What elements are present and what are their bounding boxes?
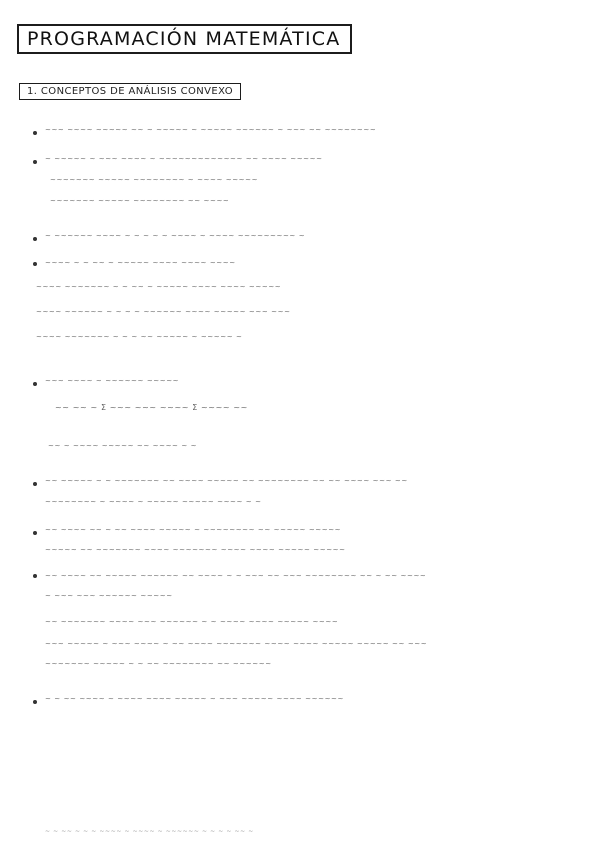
handwritten-line: ~~ ~~~~~ ~ ~ ~~~~~~~ ~~ ~~~~ ~~~~~ ~~ ~~~~~~~~ ~~ ~~ ~~~~ ~~~ ~~ (45, 477, 408, 485)
handwritten-line: ~~~~~ ~~ ~~~~~~~ ~~~~ ~~~~~~~ ~~~~ ~~~~ ~~~~~ ~~~~~ (45, 546, 346, 554)
handwritten-line: ~~~~~~~ ~~~~~ ~ ~ ~~ ~~~~~~~~ ~~ ~~~~~~ (45, 660, 272, 668)
section-heading: 1. CONCEPTOS DE ANÁLISIS CONVEXO (19, 83, 241, 100)
handwritten-line: ~~~ ~~~~~ ~ ~~~ ~~~~ ~ ~~ ~~~~ ~~~~~~~ ~~~~ ~~~~ ~~~~~ ~~~~~ ~~ ~~~ (45, 640, 428, 648)
bullet-point (33, 482, 37, 486)
bullet-point (33, 237, 37, 241)
handwritten-line: ~~~ ~~~~ ~ ~~~~~~ ~~~~~ (45, 377, 180, 385)
bullet-point (33, 700, 37, 704)
faint-footer-line: ~ ~ ~~ ~ ~ ~ ~~~~ ~ ~~~~ ~ ~~~~~~ ~ ~ ~ ~ ~~ ~ (45, 828, 254, 835)
handwritten-line: ~~~ ~~~~ ~~~~~ ~~ ~ ~~~~~ ~ ~~~~~ ~~~~~~ ~ ~~~ ~~ ~~~~~~~~ (45, 126, 377, 134)
handwritten-formula: ~~ ~~ ~ Σ ~~~ ~~~ ~~~~ Σ ~~~~ ~~ (55, 403, 248, 412)
bullet-point (33, 574, 37, 578)
handwritten-line: ~~ ~~~~ ~~ ~~~~~ ~~~~~~ ~~ ~~~~ ~ ~ ~~~ ~~ ~~~ ~~~~~~~~ ~~ ~ ~~ ~~~~ (45, 572, 427, 580)
handwritten-line: ~~ ~~~~ ~~ ~ ~~ ~~~~ ~~~~~ ~ ~~~~~~~~ ~~ ~~~~~ ~~~~~ (45, 526, 342, 534)
handwritten-line: ~~~~~~~~ ~ ~~~~ ~ ~~~~~ ~~~~~ ~~~~ ~ ~ (45, 498, 262, 506)
handwritten-line: ~~~~ ~~~~~~~ ~ ~ ~ ~~ ~~~~~ ~ ~~~~~ ~ (36, 333, 243, 341)
bullet-point (33, 131, 37, 135)
bullet-point (33, 531, 37, 535)
handwritten-line: ~ ~~~~~~ ~~~~ ~ ~ ~ ~ ~ ~~~~ ~ ~~~~ ~~~~~~~~~ ~ (45, 232, 306, 240)
handwritten-line: ~~~~ ~~~~~~ ~ ~ ~ ~ ~~~~~~ ~~~~ ~~~~~ ~~~ ~~~ (36, 308, 291, 316)
handwritten-line: ~~ ~ ~~~~ ~~~~~ ~~ ~~~~ ~ ~ (48, 442, 198, 450)
handwritten-line: ~~~~ ~~~~~~~ ~ ~ ~~ ~ ~~~~~ ~~~~ ~~~~ ~~~~~ (36, 283, 282, 291)
page-title: PROGRAMACIÓN MATEMÁTICA (17, 24, 352, 54)
bullet-point (33, 262, 37, 266)
handwritten-line: ~~~~~~~ ~~~~~ ~~~~~~~~ ~ ~~~~ ~~~~~ (50, 176, 259, 184)
bullet-point (33, 382, 37, 386)
handwritten-line: ~ ~~~ ~~~ ~~~~~~ ~~~~~ (45, 592, 173, 600)
handwritten-line: ~ ~~~~~ ~ ~~~ ~~~~ ~ ~~~~~~~~~~~~~ ~~ ~~~~ ~~~~~ (45, 155, 323, 163)
bullet-point (33, 160, 37, 164)
handwritten-line: ~ ~ ~~ ~~~~ ~ ~~~~ ~~~~ ~~~~~ ~ ~~~ ~~~~~ ~~~~ ~~~~~~ (45, 695, 344, 703)
handwritten-line: ~~~~~~~ ~~~~~ ~~~~~~~~ ~~ ~~~~ (50, 197, 230, 205)
handwritten-line: ~~ ~~~~~~~ ~~~~ ~~~ ~~~~~~ ~ ~ ~~~~ ~~~~ ~~~~~ ~~~~ (45, 618, 339, 626)
handwritten-line: ~~~~ ~ ~ ~~ ~ ~~~~~ ~~~~ ~~~~ ~~~~ (45, 259, 236, 267)
